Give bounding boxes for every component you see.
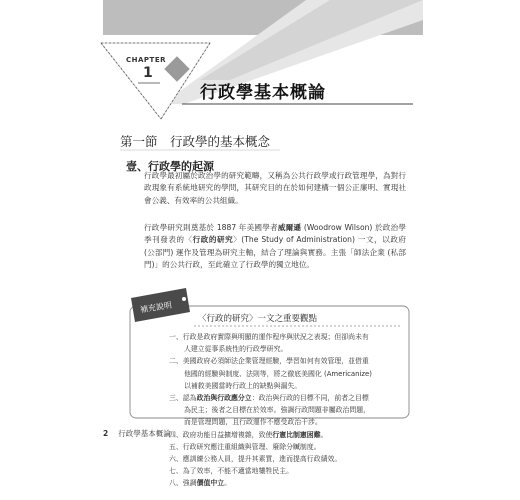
chapter-triangle (101, 43, 210, 119)
page-footer (103, 428, 171, 439)
running-title: 行政學基本概論 (118, 429, 171, 438)
list-text: 三、認為 (169, 394, 197, 403)
chapter-number: 1 (143, 65, 153, 81)
list-text: 。 (224, 479, 232, 488)
list-item (169, 429, 401, 441)
tag-hole (182, 297, 186, 301)
list-text: 。 (320, 430, 328, 439)
list-item (169, 477, 401, 489)
list-line: 他國的經驗與制度、法則等，將之徹底美國化 (Americanize) (184, 369, 372, 378)
article-title: 行政的研究 (192, 235, 234, 245)
list-line: 人建立從事系統性的行政學研究。 (184, 345, 288, 354)
wilson-name: 威爾遜 (277, 223, 302, 232)
paragraph-wilson (144, 222, 406, 272)
list-emphasis: 政治與行政應分立 (196, 394, 252, 403)
list-emphasis: 行憲比制憲困難 (272, 430, 321, 439)
list-item (169, 441, 401, 453)
paragraph-origin (144, 170, 406, 207)
list-item (169, 392, 401, 429)
list-emphasis: 價值中立 (196, 479, 225, 488)
paragraph-origin-text: 行政學最初屬於政治學的研究範疇，又稱為公共行政學或行政管理學，為對行政現象有系統地研究的學問，其研究目的在於如何建構一個公正廉明、實現社會公義、有效率的公共組織。 (144, 171, 406, 205)
section-title: 第一節 行政學的基本概念 (120, 134, 271, 149)
list-line: 七、為了效率，不能不適當地犧牲民主。 (169, 467, 294, 476)
callout-tag-label: 補充說明 (139, 300, 173, 315)
list-item (169, 465, 401, 477)
list-line: 二、美國政府必須師法企業管理經驗，學習如何有效管理，並借重 (169, 357, 369, 366)
list-line: 而是管理問題，且行政運作不應受政治干涉。 (184, 418, 322, 427)
list-line: 為民主；後者之目標在於效率。強調行政問題非屬政治問題， (184, 406, 371, 415)
list-item (169, 355, 401, 392)
page-number: 2 (103, 429, 109, 438)
list-text: 四、政府功能日益擴增複雜，致使 (169, 430, 273, 439)
list-text: 八、強調 (169, 479, 197, 488)
chapter-title: 行政學基本概論 (200, 83, 326, 103)
paragraph-wilson-mid: (Woodrow Wilson) 於政治學季刊發表的〈 (144, 223, 407, 245)
list-line: 一、行政是政府實際與明顯的運作程序與狀況之表現；但卻尚未有 (169, 333, 369, 341)
list-line (169, 477, 401, 489)
callout-list (169, 331, 401, 490)
list-line: 以補救美國當時行政上的缺點與漏失。 (184, 381, 302, 390)
list-text: ：政治與行政的目標不同，前者之目標 (251, 394, 369, 403)
subsection-title: 壹、行政學的起源 (126, 160, 214, 173)
list-item (169, 331, 401, 355)
list-line: 六、應訓練公務人員，提升其素質，進而提高行政績效。 (169, 455, 342, 464)
paragraph-wilson-post: 〉(The Study of Administration) 一文，以政府 (公部門) 運作及管理為研究主軸，結合了理論與實務。主張「師法企業 (私部門)」的公共行政，至此確立了行政學的獨立地位。 (144, 235, 407, 270)
paragraph-wilson-pre: 行政學研究則奠基於 1887 年美國學者 (144, 223, 278, 232)
callout-title: 〈行政的研究〉一文之重要觀點 (198, 314, 318, 324)
list-item (169, 453, 401, 465)
list-line: 五、行政研究應注重組織與管理、廢除分贓制度。 (169, 442, 321, 451)
list-line (169, 392, 401, 404)
chapter-label: CHAPTER (126, 56, 166, 64)
list-line (169, 429, 401, 441)
